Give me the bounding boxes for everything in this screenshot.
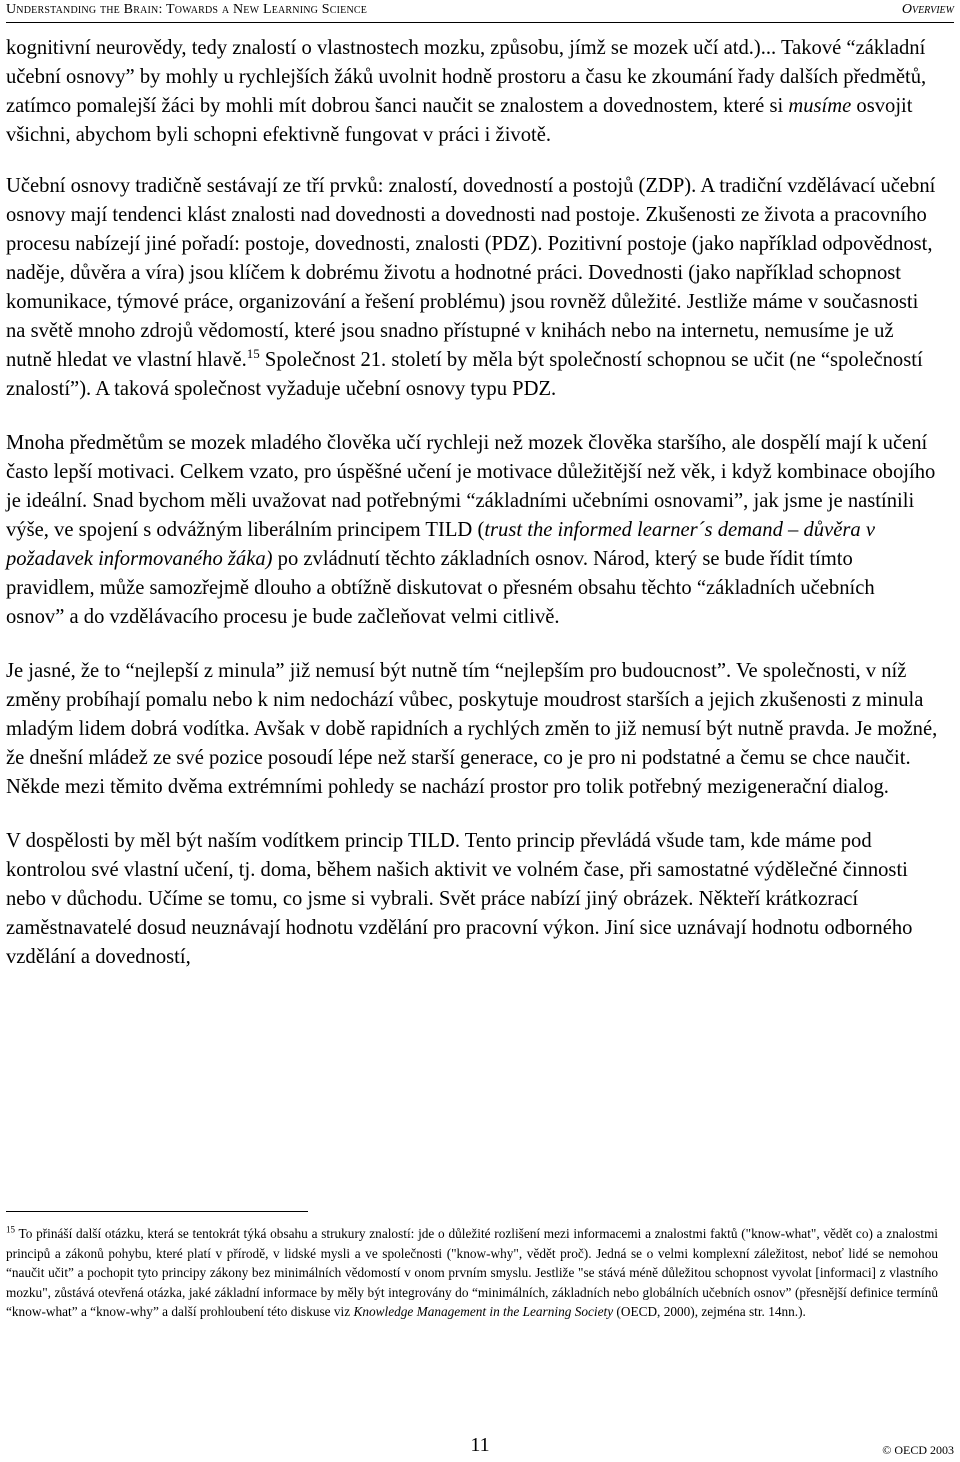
paragraph-4: [6, 657, 938, 802]
paragraph-1-text-a: kognitivní neurovědy, tedy znalostí o vlastnostech mozku, způsobu, jímž se mozek učí atd.)... Takové “základní učební osnovy” by mohly u rychlejších žáků uvolnit hodně prostoru a času ke zkoumání řady dalších předmětů, zatímco pomalejší žáci by mohli mít dobrou šanci naučit se znalostem a dovednostem, které si: [6, 37, 927, 117]
footnote-number: 15: [6, 1224, 15, 1235]
paragraph-1-text-c: osvojit všichni, abychom byli schopni efektivně fungovat v práci i životě.: [6, 95, 913, 146]
running-header-title: Understanding the Brain: Towards a New Learning Science: [6, 2, 368, 17]
paragraph-2-text-a: Učební osnovy tradičně sestávají ze tří prvků: znalostí, dovedností a postojů (ZDP). A tradiční vzdělávací učební osnovy mají tendenci klást znalosti nad dovednosti a dovednosti nad postoje. Zkušenosti ze života a pracovního procesu nabízejí jiné pořadí: postoje, dovednosti, znalosti (PDZ). Pozitivní postoje (jako například odpovědnost, naděje, důvěra a víra) jsou klíčem k dobrému životu a hodnotné práci. Dovednosti (jako například schopnost komunikace, týmové práce, organizování a řešení problému) jsou rovněž důležité. Jestliže máme v současnosti na světě mnoho zdrojů vědomostí, které jsou snadno přístupné v knihách nebo na internetu, nemusíme je už nutně hledat ve vlastní hlavě.: [6, 175, 936, 371]
footnote-reference[interactable]: 15: [246, 346, 260, 362]
footnote-text-a: To přináší další otázku, která se tentokrát týká obsahu a strukury znalostí: jde o důležité rozlišení mezi informacemi a znalostmi faktů ("know-what", vědět co) a znalostmi principů a zákonů pohybu, které platí v přírodě, v lidské mysli a ve společnosti ("know-why", vědět proč). Jedná se o velmi komplexní záležitost, neboť lidé se nemohou “naučit učit” a pochopit tyto principy zákony bez minimálních vědomostí v onom prvním smyslu. Jestliže "se stává méně důležitou schopnost vyvolat [informaci] z vlastního mozku", zůstává otevřená otázka, jaké základní informace by měly být integrovány do “minimálních, základních nebo globálních učebních osnov” (přesnější definice termínů “know-what” a “know-why” a další prohloubení této diskuse viz: [6, 1226, 938, 1319]
paragraph-3-text-c: po zvládnutí těchto základních osnov. Národ, který se bude řídit tímto pravidlem, může samozřejmě dlouho a obtížně diskutovat o přesném obsahu těchto “základních učebních osnov” a do vzdělávacího procesu je bude začleňovat velmi citlivě.: [6, 548, 875, 628]
paragraph-2: [6, 172, 938, 404]
paragraph-5-text: V dospělosti by měl být naším vodítkem princip TILD. Tento princip převládá všude tam, kde máme pod kontrolou své vlastní učení, tj. doma, během našich aktivit ve volném čase, při samostatné výdělečné činnosti nebo v důchodu. Učíme se tomu, co jsme si vybrali. Svět práce nabízí jiný obrázek. Někteří krátkozrací zaměstnavatelé dosud neuznávají hodnotu vzdělání pro pracovní výkon. Jiní sice uznávají hodnotu odborného vzdělání a dovedností,: [6, 830, 913, 968]
paragraph-4-text: Je jasné, že to “nejlepší z minula” již nemusí být nutně tím “nejlepším pro budoucnost”. Ve společnosti, v níž změny probíhají pomalu nebo k nim nedochází vůbec, poskytuje moudrost starších a jejich zkušenosti z minula mladým lidem dobrá vodítka. Avšak v době rapidních a rychlých změn to již nemusí být nutně pravda. Je možné, že dnešní mládež ze své pozice posoudí lépe než starší generace, co je pro ni podstatné a čemu se chce naučit. Někde mezi těmito dvěma extrémními pohledy se nachází prostor pro tolik potřebný mezigenerační dialog.: [6, 660, 938, 798]
copyright-notice: © OECD 2003: [882, 1443, 954, 1457]
running-header-section: Overview: [901, 2, 954, 17]
paragraph-3-text-a: Mnoha předmětům se mozek mladého člověka učí rychleji než mozek člověka staršího, ale dospělí mají k učení často lepší motivaci. Celkem vzato, pro úspěšné učení je motivace důležitější než věk, i když kombinace obojího je ideální. Snad bychom měli uvažovat nad potřebnými “základními učebními osnovami”, jak jsme je nastínili výše, ve spojení s odvážným liberálním principem TILD (: [6, 432, 936, 541]
footnote-text-c: (OECD, 2000), zejména str. 14nn.).: [613, 1304, 806, 1319]
running-header: [6, 0, 954, 23]
paragraph-1-emphasis: musíme: [788, 95, 852, 117]
footnote-separator: [6, 1211, 308, 1212]
paragraph-1: [6, 34, 938, 150]
paragraph-3-emphasis: trust the informed learner´s demand – důvěra v požadavek informovaného žáka): [6, 519, 875, 570]
page-number: 11: [470, 1434, 490, 1456]
paragraph-2-text-c: Společnost 21. století by měla být společností schopnou se učit (ne “společností znalostí”). A taková společnost vyžaduje učební osnovy typu PDZ.: [6, 349, 923, 400]
paragraph-5: [6, 827, 938, 972]
footnote: [6, 1224, 938, 1322]
main-text: [6, 34, 938, 997]
footnote-book-title: Knowledge Management in the Learning Society: [353, 1304, 614, 1319]
paragraph-3: [6, 429, 938, 632]
